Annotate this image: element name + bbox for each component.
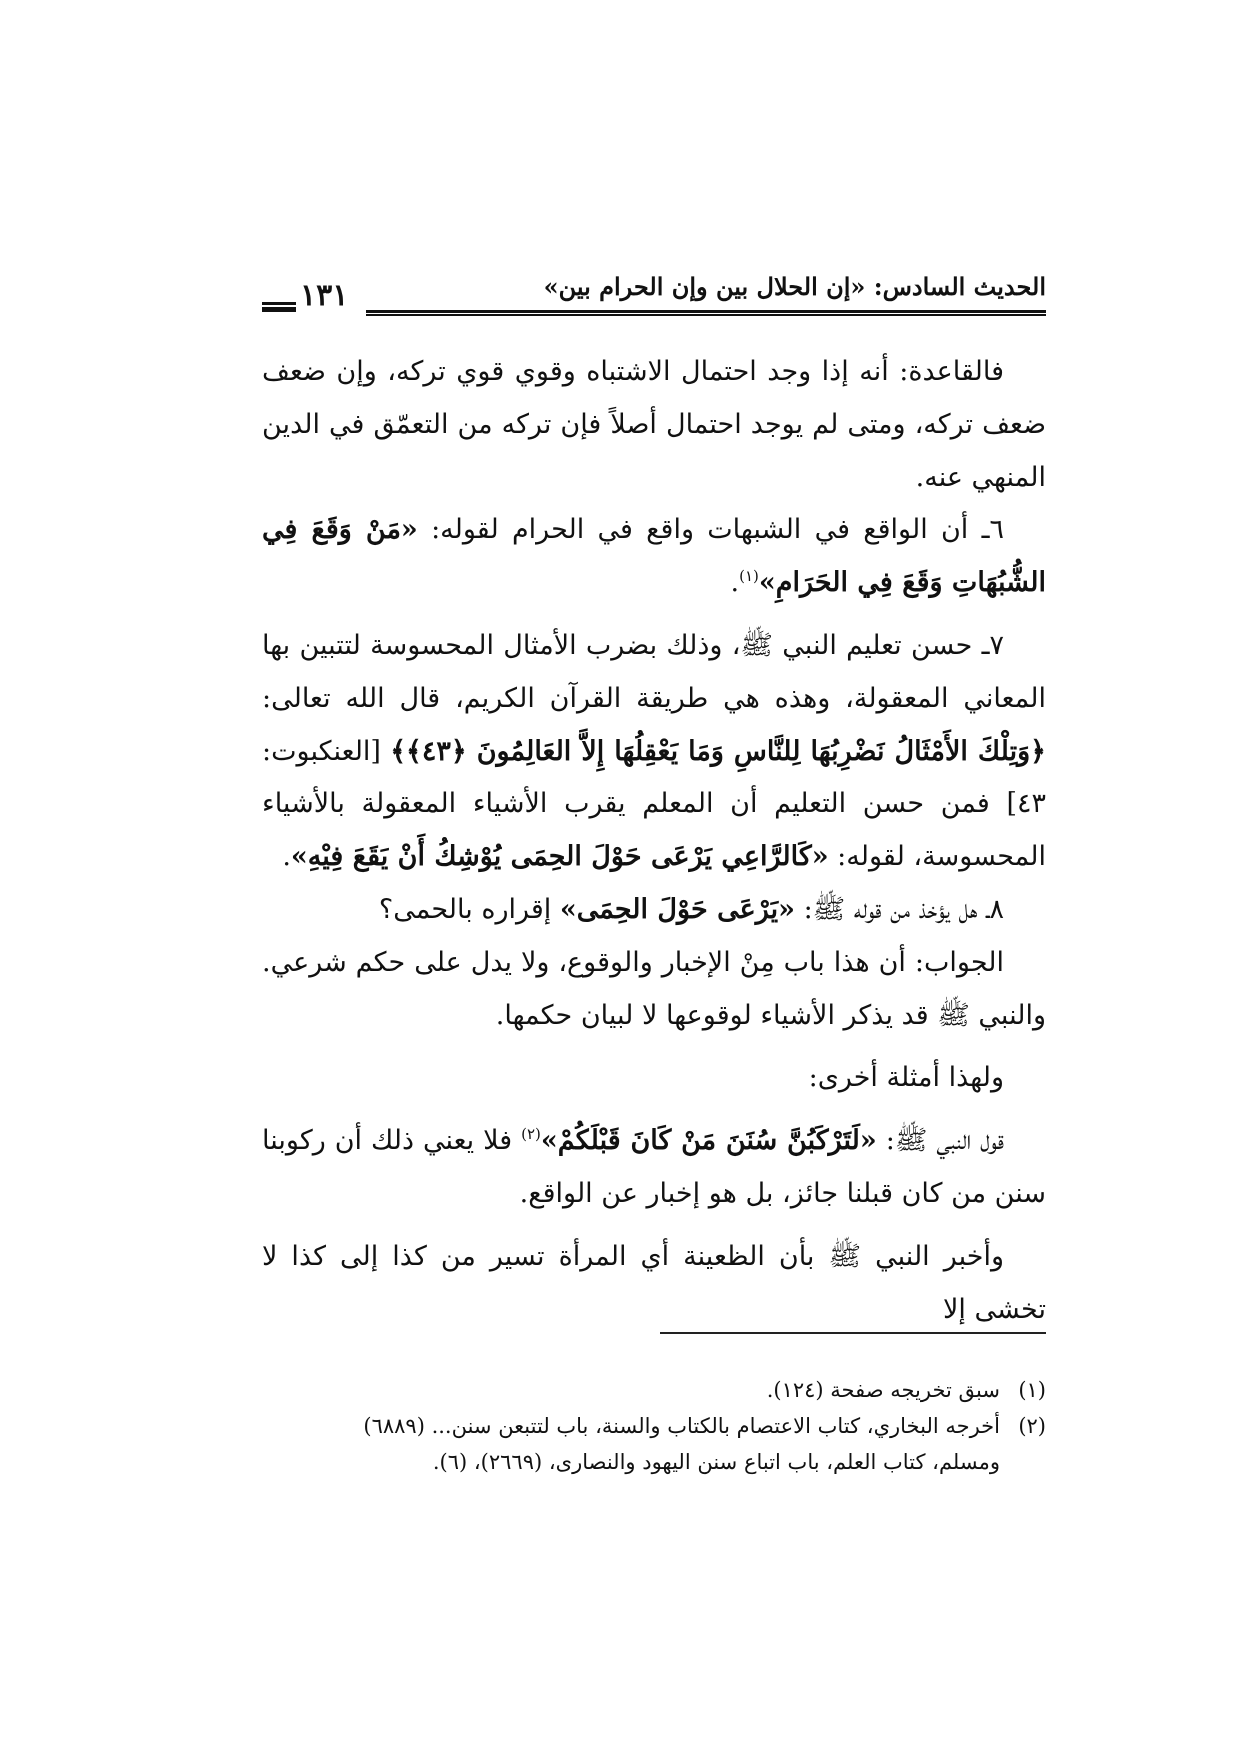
page-number-mark (262, 302, 296, 312)
point-8-text: ٨ـ هل يؤخذ من قوله ﷺ: (795, 893, 1004, 925)
footnote-ref-2[interactable]: (٢) (521, 1125, 541, 1144)
hadith-quote: «مَنْ وَقَعَ فِي الشُّبُهَاتِ وَقَعَ فِي الحَرَامِ» (262, 514, 1046, 599)
quran-verse: ﴿وَتِلْكَ الأَمْثَالُ نَضْرِبُهَا لِلنَّاسِ وَمَا يَعْقِلُهَا إِلاَّ العَالِمُونَ ﴿٤٣﴾﴾ (390, 735, 1046, 767)
paragraph-example-2: وأخبر النبي ﷺ بأن الظعينة أي المرأة تسير من كذا إلى كذا لا تخشى إلا (262, 1240, 1046, 1325)
hadith-quote: «لَتَرْكَبُنَّ سُنَنَ مَنْ كَانَ قَبْلَكُمْ» (540, 1125, 877, 1157)
paragraph-point-6 (262, 504, 1046, 610)
footnote-2-continuation: ومسلم، كتاب العلم، باب اتباع سنن اليهود والنصارى، (٢٦٦٩)، (٦). (432, 1450, 1000, 1474)
point-8-end: إقراره بالحمى؟ (378, 893, 560, 925)
chapter-title: الحديث السادس: «إن الحلال بين وإن الحرام بين» (543, 272, 1046, 301)
point-7-end: . (282, 841, 291, 873)
paragraph-examples: ولهذا أمثلة أخرى: (808, 1062, 1004, 1094)
footnote-number: (٢) (1018, 1414, 1046, 1438)
paragraph-answer: الجواب: أن هذا باب مِنْ الإخبار والوقوع، ولا يدل على حكم شرعي. والنبي ﷺ قد يذكر الأشياء لوقوعها لا لبيان حكمها. (262, 946, 1046, 1031)
footnote-2 (262, 1408, 1046, 1444)
main-text (262, 346, 1046, 1336)
point-6-text: ٦ـ أن الواقع في الشبهات واقع في الحرام لقوله: (417, 514, 1004, 546)
point-6-end: . (730, 567, 740, 599)
footnote-text: أخرجه البخاري، كتاب الاعتصام بالكتاب والسنة، باب لتتبعن سنن... (٦٨٨٩) (363, 1414, 1000, 1438)
footnotes (262, 1372, 1046, 1480)
footnote-ref-1[interactable]: (١) (739, 567, 759, 586)
footnote-divider (660, 1332, 1046, 1334)
footnote-text: سبق تخريجه صفحة (١٢٤). (766, 1378, 1000, 1402)
example-1-end: فلا يعني ذلك أن ركوبنا سنن من كان قبلنا جائز، بل هو إخبار عن الواقع. (262, 1125, 1046, 1209)
running-header (262, 272, 1046, 318)
paragraph-rule: فالقاعدة: أنه إذا وجد احتمال الاشتباه وقوي قوي تركه، وإن ضعف ضعف تركه، ومتى لم يوجد احتمال أصلاً فإن تركه من التعمّق في الدين المنهي عنه. (262, 356, 1046, 493)
point-7-mid: [العنكبوت: ٤٣] فمن حسن التعليم أن المعلم يقرب الأشياء المعقولة بالأشياء المحسوسة، لقوله: (262, 735, 1046, 873)
header-rule (366, 310, 1046, 316)
paragraph-point-8 (262, 884, 1046, 937)
example-1-text: قول النبي ﷺ: (876, 1125, 1005, 1157)
hadith-quote: «يَرْعَى حَوْلَ الحِمَى» (559, 893, 795, 925)
paragraph-example-1 (262, 1115, 1046, 1221)
hadith-quote: «كَالرَّاعِي يَرْعَى حَوْلَ الحِمَى يُوْشِكُ أَنْ يَقَعَ فِيْهِ» (290, 841, 829, 873)
paragraph-point-7 (262, 620, 1046, 884)
footnote-1 (262, 1372, 1046, 1408)
point-7-text: ٧ـ حسن تعليم النبي ﷺ، وذلك بضرب الأمثال المحسوسة لتتبين بها المعاني المعقولة، وهذه هي طريقة القرآن الكريم، قال الله تعالى: (262, 629, 1046, 714)
page-number: ١٣١ (300, 278, 349, 313)
footnote-number: (١) (1018, 1378, 1046, 1402)
